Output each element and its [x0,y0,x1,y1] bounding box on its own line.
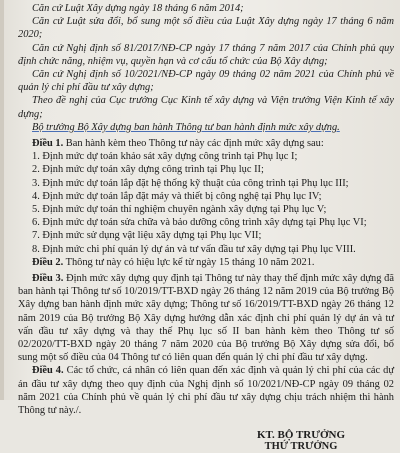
basis-line: Căn cứ Luật Xây dựng ngày 18 tháng 6 năm 2014; [32,3,244,14]
article-4-text: Các tổ chức, cá nhân có liên quan đến xác định và quản lý chi phí của các dự án đầu tư xây dựng theo quy định của Nghị định số 10/2021/NĐ-CP ngày 09 tháng 02 năm 2021 của Chính phủ về quản lý chi phí đầu tư xây dựng chịu trách nhiệm thi hành Thông tư này./. [18,365,394,417]
article-1-label: Điều 1. [32,138,64,150]
article-2-label: Điều 2. [32,256,64,268]
article-4-label: Điều 4. [32,365,64,377]
basis-line: Căn cứ Nghị định số 10/2021/NĐ-CP ngày 09 tháng 02 năm 2021 của Chính phủ về quản lý chi phí đầu tư xây dựng; [18,69,394,94]
list-item: 3. Định mức dự toán lắp đặt hệ thống kỹ thuật của công trình tại Phụ lục III; [32,177,349,189]
list-item: 6. Định mức dự toán sửa chữa và bảo dưỡng công trình xây dựng tại Phụ lục VI; [32,217,367,229]
list-item: 2. Định mức dự toán xây dựng công trình tại Phụ lục II; [32,164,264,176]
signature-title: KT. BỘ TRƯỞNG [256,429,346,442]
list-item: 7. Định mức sử dụng vật liệu xây dựng tại Phụ lục VII; [32,230,262,242]
article-3 [18,272,394,364]
list-item: 1. Định mức dự toán khảo sát xây dựng công trình tại Phụ lục I; [32,151,298,163]
signature-block [18,429,394,453]
list-item: 8. Định mức chi phí quản lý dự án và tư vấn đầu tư xây dựng tại Phụ lục VIII. [32,243,356,255]
basis-line: Theo đề nghị của Cục trưởng Cục Kinh tế xây dựng và Viện trưởng Viện Kinh tế xây dựng; [18,95,394,120]
article-1 [18,137,394,150]
list-item: 5. Định mức dự toán thí nghiệm chuyên ngành xây dựng tại Phụ lục V; [32,204,327,216]
article-4 [18,364,394,417]
list-item: 4. Định mức dự toán lắp đặt máy và thiết bị công nghệ tại Phụ lục IV; [32,190,322,202]
article-3-label: Điều 3. [32,273,64,285]
basis-line-underlined [18,121,394,134]
issuance-statement: Bộ trưởng Bộ Xây dựng ban hành Thông tư ban hành định mức xây dựng. [32,121,340,133]
article-3-text: Định mức xây dựng quy định tại Thông tư này thay thế định mức xây dựng đã ban hành tại Thông tư số 10/2019/TT-BXD ngày 26 tháng 12 năm 2019 của Bộ trưởng Bộ Xây dựng ban hành định mức xây dựng; Thông tư số 16/2019/TT-BXD ngày 26 tháng 12 năm 2019 của Bộ trưởng Bộ Xây dựng hướng dẫn xác định chi phí quản lý dự án và tư vấn đầu tư xây dựng và thay thế Phụ lục số II ban hành kèm theo Thông tư số 02/2020/TT-BXD ngày 20 tháng 7 năm 2020 của Bộ trưởng Bộ Xây dựng sửa đổi, bổ sung một số điều của 04 Thông tư có liên quan đến quản lý chi phí đầu tư xây dựng. [18,273,394,364]
signature-role: THỨ TRƯỞNG [264,441,338,453]
document-body [18,2,394,453]
article-1-list [18,150,394,256]
basis-line: Căn cứ Luật sửa đổi, bổ sung một số điều của Luật Xây dựng ngày 17 tháng 6 năm 2020; [18,16,394,41]
article-2 [18,256,394,269]
article-1-text: Ban hành kèm theo Thông tư này các định mức xây dựng sau: [63,138,324,150]
basis-line: Căn cứ Nghị định số 81/2017/NĐ-CP ngày 17 tháng 7 năm 2017 của Chính phủ quy định chức năng, nhiệm vụ, quyền hạn và cơ cấu tổ chức của Bộ Xây dựng; [18,42,394,67]
article-2-text: Thông tư này có hiệu lực kể từ ngày 15 tháng 10 năm 2021. [63,256,315,268]
page-spine-shadow [0,0,4,400]
